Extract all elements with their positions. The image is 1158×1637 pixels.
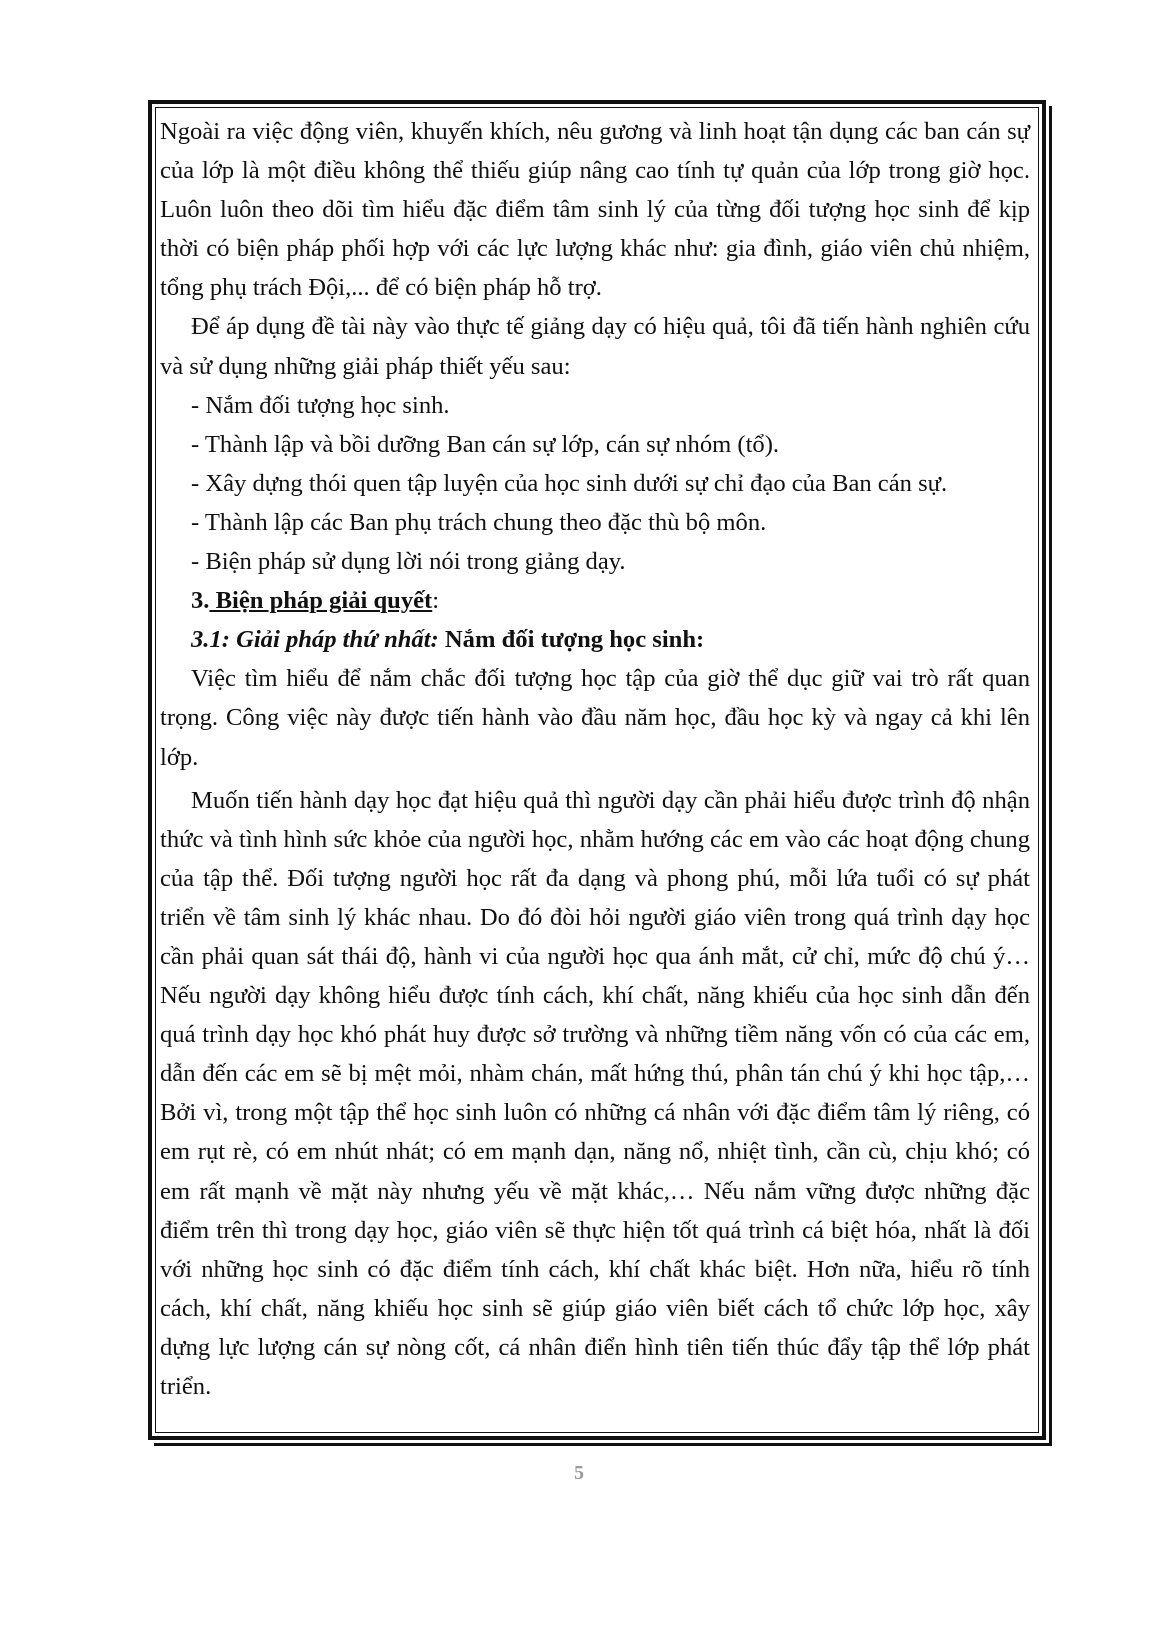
list-item: - Thành lập các Ban phụ trách chung theo đặc thù bộ môn.: [191, 508, 767, 536]
list-item: - Biện pháp sử dụng lời nói trong giảng dạy.: [191, 548, 626, 576]
paragraph-body: Việc tìm hiểu để nắm chắc đối tượng học tập của giờ thể dục giữ vai trò rất quan trọng. Công việc này được tiến hành vào đầu năm học, đầu học kỳ và ngay cả khi lên lớp.: [160, 665, 1030, 771]
subsection-label: 3.1: Giải pháp thứ nhất:: [191, 626, 439, 654]
paragraph-intro: Ngoài ra việc động viên, khuyến khích, nêu gương và linh hoạt tận dụng các ban cán sự của lớp là một điều không thể thiếu giúp nâng cao tính tự quản của lớp trong giờ học. Luôn luôn theo dõi tìm hiểu đặc điểm tâm sinh lý của từng đối tượng học sinh để kịp thời có biện pháp phối hợp với các lực lượng khác như: gia đình, giáo viên chủ nhiệm, tổng phụ trách Đội,... để có biện pháp hỗ trợ.: [160, 118, 1030, 302]
subsection-heading: [160, 620, 1030, 659]
section-colon: :: [432, 587, 440, 615]
list-item: - Nắm đối tượng học sinh.: [191, 391, 450, 419]
document-body: [160, 112, 1030, 1406]
paragraph-solutions-intro: Để áp dụng đề tài này vào thực tế giảng dạy có hiệu quả, tôi đã tiến hành nghiên cứu và sử dụng những giải pháp thiết yếu sau:: [160, 313, 1030, 380]
page-number: 5: [574, 1462, 584, 1484]
list-item: - Thành lập và bồi dưỡng Ban cán sự lớp, cán sự nhóm (tổ).: [191, 430, 780, 458]
section-title: Biện pháp giải quyết: [209, 587, 433, 615]
section-heading: [160, 581, 1030, 620]
subsection-title: Nắm đối tượng học sinh:: [438, 626, 705, 654]
list-item: - Xây dựng thói quen tập luyện của học sinh dưới sự chỉ đạo của Ban cán sự.: [191, 469, 948, 497]
paragraph-body: Muốn tiến hành dạy học đạt hiệu quả thì người dạy cần phải hiểu được trình độ nhận thức và tình hình sức khỏe của người học, nhằm hướng các em vào các hoạt động chung của tập thể. Đối tượng người học rất đa dạng và phong phú, mỗi lứa tuổi có sự phát triển về tâm sinh lý khác nhau. Do đó đòi hỏi người giáo viên trong quá trình dạy học cần phải quan sát thái độ, hành vi của người học qua ánh mắt, cử chỉ, mức độ chú ý…Nếu người dạy không hiểu được tính cách, khí chất, năng khiếu của học sinh dẫn đến quá trình dạy học khó phát huy được sở trường và những tiềm năng vốn có của các em, dẫn đến các em sẽ bị mệt mỏi, nhàm chán, mất hứng thú, phân tán chú ý khi học tập,… Bởi vì, trong một tập thể học sinh luôn có những cá nhân với đặc điểm tâm lý riêng, có em rụt rè, có em nhút nhát; có em mạnh dạn, năng nổ, nhiệt tình, cần cù, chịu khó; có em rất mạnh về mặt này nhưng yếu về mặt khác,… Nếu nắm vững được những đặc điểm trên thì trong dạy học, giáo viên sẽ thực hiện tốt quá trình cá biệt hóa, nhất là đối với những học sinh có đặc điểm tính cách, khí chất khác biệt. Hơn nữa, hiểu rõ tính cách, khí chất, năng khiếu học sinh sẽ giúp giáo viên biết cách tổ chức lớp học, xây dựng lực lượng cán sự nòng cốt, cá nhân điển hình tiên tiến thúc đẩy tập thể lớp phát triển.: [160, 786, 1030, 1400]
section-number: 3.: [191, 587, 210, 615]
